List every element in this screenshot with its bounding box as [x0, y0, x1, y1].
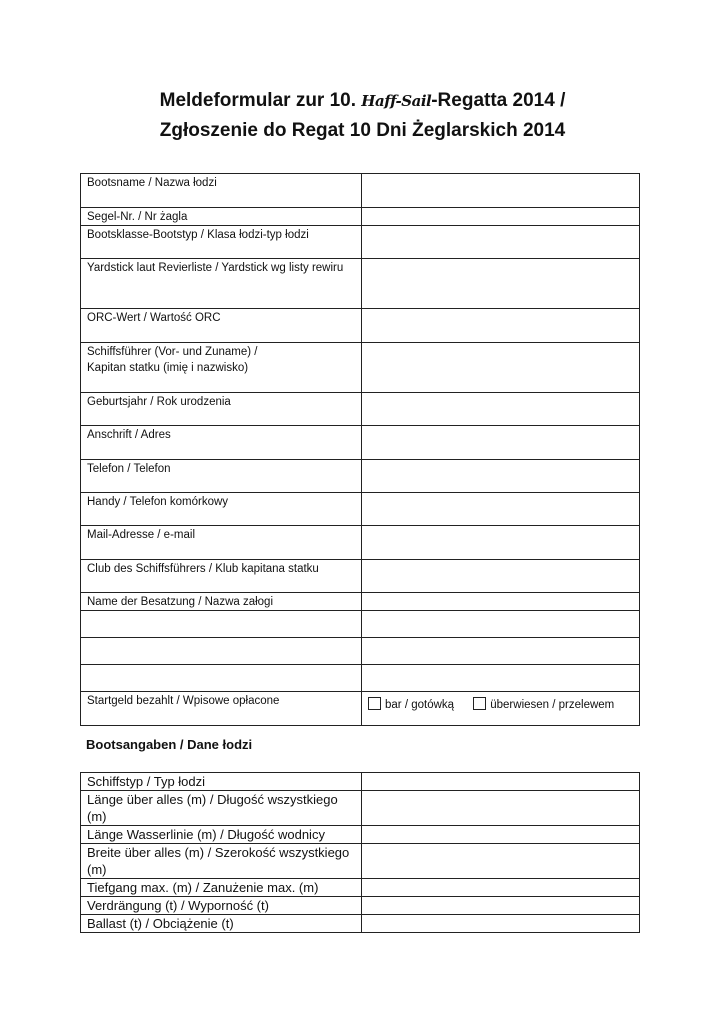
crew-name-input-cell[interactable]	[81, 638, 362, 665]
haff-sail-logo: Haff-Sail	[361, 92, 432, 110]
crew-extra-input-cell[interactable]	[362, 611, 640, 638]
table-row	[81, 844, 640, 879]
field-label: Bootsklasse-Bootstyp / Klasa łodzi-typ łodzi	[81, 226, 362, 259]
transfer-option-label: überwiesen / przelewem	[490, 699, 615, 711]
sail-number-input-cell[interactable]	[362, 208, 640, 226]
table-row	[81, 393, 640, 426]
table-row	[81, 611, 640, 638]
phone-input-cell[interactable]	[362, 460, 640, 493]
orc-value-input-cell[interactable]	[362, 309, 640, 343]
crew-name-input-cell[interactable]	[81, 611, 362, 638]
table-row	[81, 208, 640, 226]
field-label: Mail-Adresse / e-mail	[81, 526, 362, 560]
yardstick-input-cell[interactable]	[362, 259, 640, 309]
field-label: Geburtsjahr / Rok urodzenia	[81, 393, 362, 426]
title-text-before: Meldeformular zur 10.	[159, 90, 357, 111]
table-row	[81, 826, 640, 844]
address-input-cell[interactable]	[362, 426, 640, 460]
field-label: Handy / Telefon komórkowy	[81, 493, 362, 526]
skipper-label-line-2: Kapitan statku (imię i nazwisko)	[87, 362, 249, 374]
boat-details-table	[80, 772, 640, 933]
boat-section-title: Bootsangaben / Dane łodzi	[86, 737, 253, 752]
transfer-checkbox[interactable]	[473, 697, 486, 710]
title-text-after: -Regatta 2014 /	[431, 90, 566, 111]
table-row	[81, 426, 640, 460]
payment-option-cash[interactable]	[368, 697, 454, 713]
field-label: Yardstick laut Revierliste / Yardstick wg listy rewiru	[81, 259, 362, 309]
table-row	[81, 560, 640, 593]
boat-name-input-cell[interactable]	[362, 174, 640, 208]
field-label: Länge über alles (m) / Długość wszystkiego (m)	[81, 791, 362, 826]
birth-year-input-cell[interactable]	[362, 393, 640, 426]
table-row	[81, 665, 640, 692]
field-label: Telefon / Telefon	[81, 460, 362, 493]
field-label: Anschrift / Adres	[81, 426, 362, 460]
skipper-name-input-cell[interactable]	[362, 343, 640, 393]
length-overall-input-cell[interactable]	[362, 791, 640, 826]
table-row	[81, 879, 640, 897]
field-label: Schiffstyp / Typ łodzi	[81, 773, 362, 791]
field-label: Name der Besatzung / Nazwa załogi	[81, 593, 362, 611]
field-label: Breite über alles (m) / Szerokość wszystkiego (m)	[81, 844, 362, 879]
table-row	[81, 593, 640, 611]
boat-class-input-cell[interactable]	[362, 226, 640, 259]
field-label: Länge Wasserlinie (m) / Długość wodnicy	[81, 826, 362, 844]
table-row	[81, 638, 640, 665]
club-input-cell[interactable]	[362, 560, 640, 593]
table-row	[81, 226, 640, 259]
payment-option-transfer[interactable]	[473, 697, 614, 713]
field-label: Bootsname / Nazwa łodzi	[81, 174, 362, 208]
field-label: Ballast (t) / Obciążenie (t)	[81, 915, 362, 933]
form-title-line-1	[0, 86, 725, 116]
cash-checkbox[interactable]	[368, 697, 381, 710]
skipper-label-line-1: Schiffsführer (Vor- und Zuname) /	[87, 346, 258, 358]
table-row	[81, 692, 640, 726]
table-row	[81, 791, 640, 826]
field-label: ORC-Wert / Wartość ORC	[81, 309, 362, 343]
mobile-input-cell[interactable]	[362, 493, 640, 526]
table-row	[81, 493, 640, 526]
field-label: Startgeld bezahlt / Wpisowe opłacone	[81, 692, 362, 726]
table-row	[81, 259, 640, 309]
field-label	[81, 343, 362, 393]
table-row	[81, 309, 640, 343]
form-title-line-2: Zgłoszenie do Regat 10 Dni Żeglarskich 2014	[159, 120, 566, 141]
table-row	[81, 343, 640, 393]
table-row	[81, 897, 640, 915]
table-row	[81, 915, 640, 933]
table-row	[81, 460, 640, 493]
registration-form-table	[80, 173, 640, 726]
displacement-input-cell[interactable]	[362, 897, 640, 915]
cash-option-label: bar / gotówką	[385, 699, 455, 711]
field-label: Club des Schiffsführers / Klub kapitana statku	[81, 560, 362, 593]
beam-input-cell[interactable]	[362, 844, 640, 879]
crew-header-input-cell[interactable]	[362, 593, 640, 611]
field-label: Tiefgang max. (m) / Zanużenie max. (m)	[81, 879, 362, 897]
crew-name-input-cell[interactable]	[81, 665, 362, 692]
email-input-cell[interactable]	[362, 526, 640, 560]
field-label: Verdrängung (t) / Wyporność (t)	[81, 897, 362, 915]
table-row	[81, 773, 640, 791]
field-label: Segel-Nr. / Nr żagla	[81, 208, 362, 226]
payment-options-cell	[362, 692, 640, 726]
ballast-input-cell[interactable]	[362, 915, 640, 933]
crew-extra-input-cell[interactable]	[362, 638, 640, 665]
table-row	[81, 174, 640, 208]
draft-input-cell[interactable]	[362, 879, 640, 897]
boat-type-input-cell[interactable]	[362, 773, 640, 791]
table-row	[81, 526, 640, 560]
waterline-length-input-cell[interactable]	[362, 826, 640, 844]
crew-extra-input-cell[interactable]	[362, 665, 640, 692]
